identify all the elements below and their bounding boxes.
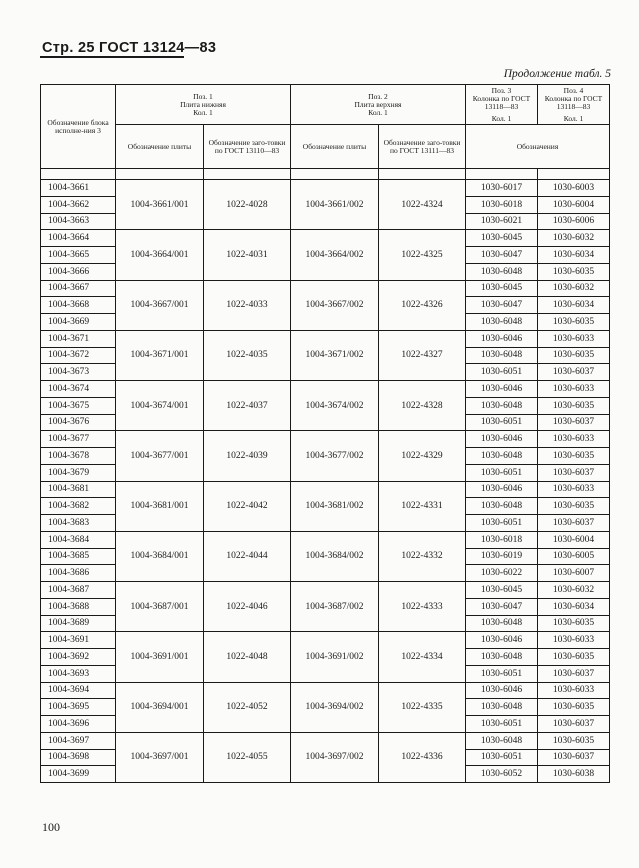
- plate2-cell: 1004-3694/002: [291, 682, 379, 732]
- pos3-cell: 1030-6048: [466, 649, 538, 666]
- header-pos4-qty: Кол. 1: [563, 113, 584, 123]
- pos3-cell: 1030-6048: [466, 699, 538, 716]
- pos3-cell: 1030-6051: [466, 665, 538, 682]
- pos4-cell: 1030-6035: [538, 615, 610, 632]
- header-pos2: [291, 85, 466, 125]
- pos4-cell: 1030-6037: [538, 364, 610, 381]
- blank2-cell: 1022-4324: [379, 180, 466, 230]
- table-row: [41, 230, 610, 247]
- header-block-designation: Обозначение блока исполне-ния 3: [41, 85, 116, 169]
- pos3-cell: 1030-6048: [466, 397, 538, 414]
- pos3-cell: 1030-6018: [466, 196, 538, 213]
- pos4-cell: 1030-6035: [538, 314, 610, 331]
- block-designation-cell: 1004-3668: [41, 297, 116, 314]
- header-pos3-name: Колонка по ГОСТ 13118—83: [472, 93, 531, 111]
- block-designation-cell: 1004-3683: [41, 515, 116, 532]
- pos4-cell: 1030-6004: [538, 531, 610, 548]
- block-designation-cell: 1004-3688: [41, 598, 116, 615]
- plate2-cell: 1004-3674/002: [291, 381, 379, 431]
- blank1-cell: 1022-4039: [204, 431, 291, 481]
- block-designation-cell: 1004-3671: [41, 330, 116, 347]
- pos4-cell: 1030-6035: [538, 649, 610, 666]
- pos4-cell: 1030-6032: [538, 582, 610, 599]
- header-pos1-qty: Кол. 1: [193, 107, 213, 117]
- pos3-cell: 1030-6051: [466, 749, 538, 766]
- gap-cell: [291, 169, 379, 180]
- block-designation-cell: 1004-3684: [41, 531, 116, 548]
- header-gap-row: [41, 169, 610, 180]
- table-row: [41, 582, 610, 599]
- pos3-cell: 1030-6048: [466, 498, 538, 515]
- pos4-cell: 1030-6033: [538, 330, 610, 347]
- pos3-cell: 1030-6051: [466, 414, 538, 431]
- plate2-cell: 1004-3671/002: [291, 330, 379, 380]
- pos3-cell: 1030-6046: [466, 330, 538, 347]
- header-pos3-qty: Кол. 1: [491, 113, 512, 123]
- gap-cell: [538, 169, 610, 180]
- block-designation-cell: 1004-3685: [41, 548, 116, 565]
- block-designation-cell: 1004-3666: [41, 263, 116, 280]
- page-number: 100: [42, 820, 60, 834]
- plate1-cell: 1004-3664/001: [116, 230, 204, 280]
- pos4-cell: 1030-6034: [538, 598, 610, 615]
- header-plate1-designation: Обозначение плиты: [116, 125, 204, 169]
- block-designation-cell: 1004-3673: [41, 364, 116, 381]
- pos3-cell: 1030-6047: [466, 247, 538, 264]
- pos4-cell: 1030-6034: [538, 297, 610, 314]
- plate1-cell: 1004-3684/001: [116, 531, 204, 581]
- plate2-cell: 1004-3681/002: [291, 481, 379, 531]
- block-designation-cell: 1004-3665: [41, 247, 116, 264]
- block-designation-cell: 1004-3669: [41, 314, 116, 331]
- block-designation-cell: 1004-3687: [41, 582, 116, 599]
- pos4-cell: 1030-6035: [538, 699, 610, 716]
- pos3-cell: 1030-6046: [466, 682, 538, 699]
- pos3-cell: 1030-6048: [466, 732, 538, 749]
- blank2-cell: 1022-4336: [379, 732, 466, 782]
- pos4-cell: 1030-6037: [538, 716, 610, 733]
- pos3-cell: 1030-6019: [466, 548, 538, 565]
- table-row: [41, 330, 610, 347]
- blank1-cell: 1022-4037: [204, 381, 291, 431]
- pos4-cell: 1030-6032: [538, 230, 610, 247]
- gap-cell: [379, 169, 466, 180]
- pos4-cell: 1030-6037: [538, 414, 610, 431]
- pos3-cell: 1030-6046: [466, 431, 538, 448]
- page-header: Стр. 25 ГОСТ 13124—83: [42, 40, 217, 56]
- table-row: [41, 732, 610, 749]
- pos3-cell: 1030-6048: [466, 314, 538, 331]
- pos4-cell: 1030-6035: [538, 397, 610, 414]
- pos3-cell: 1030-6021: [466, 213, 538, 230]
- block-designation-cell: 1004-3676: [41, 414, 116, 431]
- plate1-cell: 1004-3661/001: [116, 180, 204, 230]
- pos3-cell: 1030-6048: [466, 615, 538, 632]
- blank2-cell: 1022-4325: [379, 230, 466, 280]
- header-plate2-designation: Обозначение плиты: [291, 125, 379, 169]
- blank1-cell: 1022-4055: [204, 732, 291, 782]
- pos3-cell: 1030-6047: [466, 598, 538, 615]
- plate1-cell: 1004-3694/001: [116, 682, 204, 732]
- table-row: [41, 682, 610, 699]
- header-designations: Обозначения: [466, 125, 610, 169]
- pos4-cell: 1030-6033: [538, 481, 610, 498]
- pos3-cell: 1030-6045: [466, 582, 538, 599]
- header-pos2-name: Плита верхняя: [354, 99, 402, 109]
- header-pos4-number: Поз. 4: [563, 85, 584, 95]
- pos4-cell: 1030-6004: [538, 196, 610, 213]
- table-continuation-label: Продолжение табл. 5: [503, 68, 611, 80]
- pos3-cell: 1030-6045: [466, 280, 538, 297]
- blank2-cell: 1022-4326: [379, 280, 466, 330]
- blank2-cell: 1022-4327: [379, 330, 466, 380]
- table-row: [41, 381, 610, 398]
- pos4-cell: 1030-6005: [538, 548, 610, 565]
- pos3-cell: 1030-6047: [466, 297, 538, 314]
- pos3-cell: 1030-6046: [466, 381, 538, 398]
- pos3-cell: 1030-6046: [466, 632, 538, 649]
- pos4-cell: 1030-6035: [538, 347, 610, 364]
- header-pos3-number: Поз. 3: [491, 85, 512, 95]
- pos4-cell: 1030-6032: [538, 280, 610, 297]
- pos3-cell: 1030-6048: [466, 448, 538, 465]
- header-pos3: [466, 85, 538, 125]
- plate1-cell: 1004-3667/001: [116, 280, 204, 330]
- blank1-cell: 1022-4052: [204, 682, 291, 732]
- block-designation-cell: 1004-3675: [41, 397, 116, 414]
- header-pos1-name: Плита нижняя: [180, 99, 226, 109]
- pos4-cell: 1030-6037: [538, 464, 610, 481]
- blank2-cell: 1022-4328: [379, 381, 466, 431]
- pos3-cell: 1030-6051: [466, 464, 538, 481]
- pos4-cell: 1030-6033: [538, 381, 610, 398]
- plate1-cell: 1004-3687/001: [116, 582, 204, 632]
- block-designation-cell: 1004-3686: [41, 565, 116, 582]
- pos4-cell: 1030-6035: [538, 448, 610, 465]
- plate1-cell: 1004-3697/001: [116, 732, 204, 782]
- block-designation-cell: 1004-3693: [41, 665, 116, 682]
- table-row: [41, 531, 610, 548]
- plate2-cell: 1004-3664/002: [291, 230, 379, 280]
- block-designation-cell: 1004-3661: [41, 180, 116, 197]
- block-designation-cell: 1004-3677: [41, 431, 116, 448]
- pos3-cell: 1030-6017: [466, 180, 538, 197]
- plate2-cell: 1004-3684/002: [291, 531, 379, 581]
- pos3-cell: 1030-6045: [466, 230, 538, 247]
- blank1-cell: 1022-4048: [204, 632, 291, 682]
- pos4-cell: 1030-6033: [538, 682, 610, 699]
- plate2-cell: 1004-3697/002: [291, 732, 379, 782]
- plate2-cell: 1004-3677/002: [291, 431, 379, 481]
- gap-cell: [466, 169, 538, 180]
- gap-cell: [116, 169, 204, 180]
- pos3-cell: 1030-6051: [466, 515, 538, 532]
- header-pos2-number: Поз. 2: [368, 91, 388, 101]
- spec-table: [40, 84, 610, 783]
- pos3-cell: 1030-6051: [466, 364, 538, 381]
- pos4-cell: 1030-6033: [538, 632, 610, 649]
- blank2-cell: 1022-4331: [379, 481, 466, 531]
- pos3-cell: 1030-6051: [466, 716, 538, 733]
- pos3-cell: 1030-6022: [466, 565, 538, 582]
- header-rule: [40, 56, 184, 58]
- plate2-cell: 1004-3667/002: [291, 280, 379, 330]
- gap-cell: [41, 169, 116, 180]
- plate2-cell: 1004-3687/002: [291, 582, 379, 632]
- pos4-cell: 1030-6037: [538, 665, 610, 682]
- pos4-cell: 1030-6035: [538, 498, 610, 515]
- blank2-cell: 1022-4333: [379, 582, 466, 632]
- block-designation-cell: 1004-3681: [41, 481, 116, 498]
- pos4-cell: 1030-6037: [538, 515, 610, 532]
- block-designation-cell: 1004-3697: [41, 732, 116, 749]
- plate1-cell: 1004-3691/001: [116, 632, 204, 682]
- block-designation-cell: 1004-3694: [41, 682, 116, 699]
- block-designation-cell: 1004-3664: [41, 230, 116, 247]
- header-blank2-designation: Обозначение заго-товки по ГОСТ 13111—83: [379, 125, 466, 169]
- block-designation-cell: 1004-3674: [41, 381, 116, 398]
- block-designation-cell: 1004-3689: [41, 615, 116, 632]
- block-designation-cell: 1004-3663: [41, 213, 116, 230]
- plate2-cell: 1004-3691/002: [291, 632, 379, 682]
- table-row: [41, 280, 610, 297]
- block-designation-cell: 1004-3695: [41, 699, 116, 716]
- table-row: [41, 180, 610, 197]
- blank2-cell: 1022-4334: [379, 632, 466, 682]
- header-pos1: [116, 85, 291, 125]
- block-designation-cell: 1004-3678: [41, 448, 116, 465]
- block-designation-cell: 1004-3696: [41, 716, 116, 733]
- header-blank1-designation: Обозначение заго-товки по ГОСТ 13110—83: [204, 125, 291, 169]
- pos4-cell: 1030-6038: [538, 766, 610, 783]
- table-row: [41, 431, 610, 448]
- pos4-cell: 1030-6003: [538, 180, 610, 197]
- pos4-cell: 1030-6034: [538, 247, 610, 264]
- blank2-cell: 1022-4335: [379, 682, 466, 732]
- blank2-cell: 1022-4332: [379, 531, 466, 581]
- gap-cell: [204, 169, 291, 180]
- header-pos4: [538, 85, 610, 125]
- block-designation-cell: 1004-3662: [41, 196, 116, 213]
- pos4-cell: 1030-6035: [538, 732, 610, 749]
- block-designation-cell: 1004-3679: [41, 464, 116, 481]
- pos4-cell: 1030-6007: [538, 565, 610, 582]
- header-pos2-qty: Кол. 1: [368, 107, 388, 117]
- pos3-cell: 1030-6046: [466, 481, 538, 498]
- block-designation-cell: 1004-3667: [41, 280, 116, 297]
- blank1-cell: 1022-4046: [204, 582, 291, 632]
- plate2-cell: 1004-3661/002: [291, 180, 379, 230]
- header-pos1-number: Поз. 1: [193, 91, 213, 101]
- table-row: [41, 481, 610, 498]
- block-designation-cell: 1004-3698: [41, 749, 116, 766]
- pos4-cell: 1030-6037: [538, 749, 610, 766]
- blank1-cell: 1022-4028: [204, 180, 291, 230]
- block-designation-cell: 1004-3682: [41, 498, 116, 515]
- pos4-cell: 1030-6006: [538, 213, 610, 230]
- table-row: [41, 632, 610, 649]
- block-designation-cell: 1004-3691: [41, 632, 116, 649]
- pos3-cell: 1030-6018: [466, 531, 538, 548]
- plate1-cell: 1004-3671/001: [116, 330, 204, 380]
- block-designation-cell: 1004-3672: [41, 347, 116, 364]
- blank2-cell: 1022-4329: [379, 431, 466, 481]
- blank1-cell: 1022-4033: [204, 280, 291, 330]
- plate1-cell: 1004-3674/001: [116, 381, 204, 431]
- plate1-cell: 1004-3677/001: [116, 431, 204, 481]
- block-designation-cell: 1004-3699: [41, 766, 116, 783]
- blank1-cell: 1022-4042: [204, 481, 291, 531]
- plate1-cell: 1004-3681/001: [116, 481, 204, 531]
- pos3-cell: 1030-6052: [466, 766, 538, 783]
- header-pos4-name: Колонка по ГОСТ 13118—83: [544, 93, 603, 111]
- block-designation-cell: 1004-3692: [41, 649, 116, 666]
- spec-table-body: [41, 169, 610, 783]
- pos3-cell: 1030-6048: [466, 347, 538, 364]
- blank1-cell: 1022-4031: [204, 230, 291, 280]
- blank1-cell: 1022-4044: [204, 531, 291, 581]
- pos4-cell: 1030-6035: [538, 263, 610, 280]
- blank1-cell: 1022-4035: [204, 330, 291, 380]
- pos3-cell: 1030-6048: [466, 263, 538, 280]
- pos4-cell: 1030-6033: [538, 431, 610, 448]
